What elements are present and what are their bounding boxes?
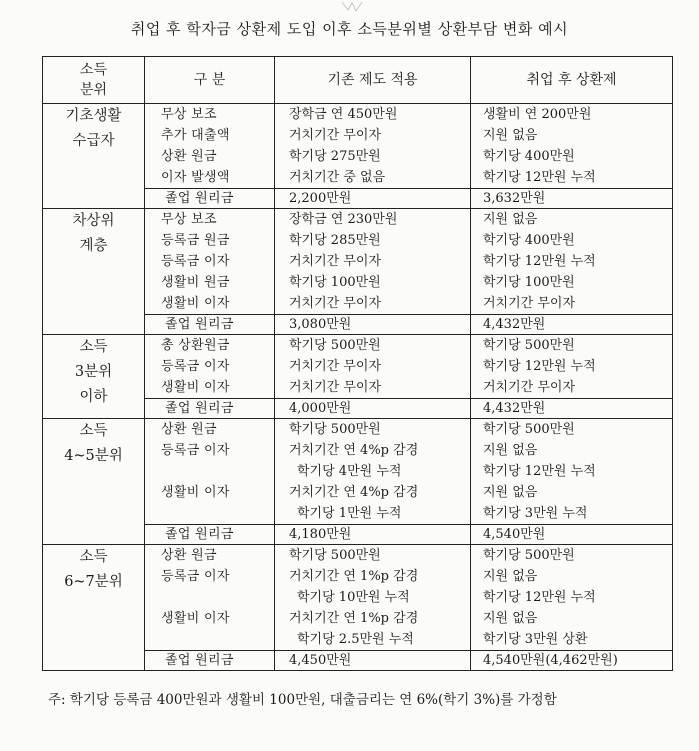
category-item: 생활비 이자 (161, 296, 230, 311)
existing-system-value: 거치기간 무이자 (289, 254, 382, 269)
income-bracket-label (43, 335, 145, 419)
existing-system-value: 거치기간 연 4%p 감경 (289, 485, 419, 500)
existing-system-value: 학기당 2.5만원 누적 (297, 632, 414, 647)
graduation-existing-total-cell (275, 189, 471, 209)
category-item: 상환 원금 (161, 149, 217, 164)
group-row (43, 209, 673, 315)
graduation-icl-total: 4,432만원 (483, 401, 546, 416)
graduation-label: 졸업 원리금 (165, 401, 234, 416)
category-item (145, 503, 274, 524)
graduation-label-cell (145, 189, 275, 209)
income-bracket-label-line: 소득 (79, 549, 108, 565)
icl-system-value: 학기당 3만원 상환 (483, 632, 588, 647)
icl-system-value-cell (471, 335, 673, 399)
income-bracket-label (43, 209, 145, 335)
group-row (43, 419, 673, 525)
income-bracket-label-line: 4~5분위 (64, 448, 123, 464)
header-bracket-line-1: 소득 (79, 62, 108, 78)
graduation-label-cell (145, 525, 275, 545)
category-item: 등록금 이자 (161, 254, 230, 269)
scan-mark-icon (338, 0, 368, 14)
existing-system-value-cell (275, 104, 471, 189)
icl-system-value: 학기당 500만원 (483, 422, 575, 437)
existing-system-value: 학기당 1만원 누적 (297, 506, 402, 521)
income-bracket-label (43, 104, 145, 209)
icl-system-value: 생활비 연 200만원 (483, 107, 592, 122)
graduation-icl-total: 4,540만원 (483, 527, 546, 542)
category-item-cell (145, 545, 275, 651)
icl-system-value-cell (471, 209, 673, 315)
category-item: 이자 발생액 (161, 170, 230, 185)
category-item: 상환 원금 (161, 548, 217, 563)
header-row (43, 57, 673, 104)
category-item-cell (145, 335, 275, 399)
category-item-cell (145, 209, 275, 315)
graduation-icl-total-cell (471, 315, 673, 335)
group-row (43, 335, 673, 399)
income-bracket-label (43, 545, 145, 671)
graduation-existing-total-cell (275, 315, 471, 335)
graduation-existing-total: 4,450만원 (289, 653, 352, 668)
graduation-label-cell (145, 399, 275, 419)
income-bracket-label-line: 3분위 (74, 364, 113, 380)
group-row (43, 104, 673, 189)
existing-system-value-cell (275, 335, 471, 399)
existing-system-value: 학기당 4만원 누적 (297, 464, 402, 479)
header-existing: 기존 제도 적용 (275, 57, 471, 104)
icl-system-value: 학기당 500만원 (483, 548, 575, 563)
category-item: 생활비 원금 (161, 275, 230, 290)
icl-system-value: 지원 없음 (483, 212, 538, 227)
icl-system-value: 학기당 400만원 (483, 149, 575, 164)
existing-system-value: 거치기간 연 4%p 감경 (289, 443, 419, 458)
icl-system-value: 학기당 12만원 누적 (483, 464, 596, 479)
graduation-icl-total-cell (471, 651, 673, 671)
existing-system-value: 거치기간 무이자 (289, 380, 382, 395)
existing-system-value: 학기당 275만원 (289, 149, 381, 164)
income-bracket-label-line: 차상위 (72, 213, 115, 229)
income-bracket-label-line: 기초생활 (65, 108, 122, 124)
existing-system-value-cell (275, 209, 471, 315)
existing-system-value: 학기당 285만원 (289, 233, 381, 248)
income-bracket-label-line: 수급자 (72, 133, 115, 149)
icl-system-value: 거치기간 무이자 (483, 380, 576, 395)
header-bracket (43, 57, 145, 104)
income-bracket-label-line: 이하 (79, 389, 108, 405)
income-bracket-label (43, 419, 145, 545)
graduation-label-cell (145, 651, 275, 671)
existing-system-value: 거치기간 연 1%p 감경 (289, 611, 419, 626)
income-bracket-label-line: 소득 (79, 339, 108, 355)
icl-system-value: 학기당 12만원 누적 (483, 254, 596, 269)
category-item (145, 629, 274, 650)
category-item (145, 461, 274, 482)
icl-system-value-cell (471, 545, 673, 651)
category-item: 추가 대출액 (161, 128, 230, 143)
income-bracket-label-line: 계층 (79, 238, 108, 254)
graduation-label-cell (145, 315, 275, 335)
repayment-comparison-table (42, 56, 673, 671)
graduation-icl-total-cell (471, 399, 673, 419)
category-item: 무상 보조 (161, 107, 217, 122)
icl-system-value: 학기당 400만원 (483, 233, 575, 248)
category-item: 등록금 원금 (161, 233, 230, 248)
graduation-existing-total: 4,000만원 (289, 401, 352, 416)
existing-system-value: 학기당 100만원 (289, 275, 381, 290)
icl-system-value: 학기당 12만원 누적 (483, 590, 596, 605)
icl-system-value: 지원 없음 (483, 611, 538, 626)
graduation-label: 졸업 원리금 (165, 653, 234, 668)
category-item: 생활비 이자 (161, 380, 230, 395)
icl-system-value: 학기당 3만원 누적 (483, 506, 588, 521)
category-item: 생활비 이자 (161, 485, 230, 500)
existing-system-value: 장학금 연 230만원 (289, 212, 398, 227)
icl-system-value: 지원 없음 (483, 128, 538, 143)
category-item: 무상 보조 (161, 212, 217, 227)
category-item: 등록금 이자 (161, 443, 230, 458)
icl-system-value-cell (471, 419, 673, 525)
header-icl: 취업 후 상환제 (471, 57, 673, 104)
existing-system-value-cell (275, 419, 471, 525)
category-item (145, 587, 274, 608)
existing-system-value: 학기당 500만원 (289, 422, 381, 437)
existing-system-value: 학기당 500만원 (289, 548, 381, 563)
existing-system-value: 거치기간 연 1%p 감경 (289, 569, 419, 584)
existing-system-value: 장학금 연 450만원 (289, 107, 398, 122)
header-bracket-line-2: 분위 (79, 82, 108, 98)
category-item-cell (145, 104, 275, 189)
category-item: 등록금 이자 (161, 569, 230, 584)
icl-system-value: 거치기간 무이자 (483, 296, 576, 311)
graduation-existing-total-cell (275, 651, 471, 671)
group-row (43, 545, 673, 651)
category-item: 생활비 이자 (161, 611, 230, 626)
income-bracket-label-line: 소득 (79, 423, 108, 439)
graduation-icl-total: 3,632만원 (483, 191, 546, 206)
document-title: 취업 후 학자금 상환제 도입 이후 소득분위별 상환부담 변화 예시 (130, 20, 569, 38)
existing-system-value: 거치기간 중 없음 (289, 170, 386, 185)
icl-system-value: 학기당 12만원 누적 (483, 359, 596, 374)
graduation-existing-total-cell (275, 525, 471, 545)
footnote: 주: 학기당 등록금 400만원과 생활비 100만원, 대출금리는 연 6%(학기 3%)를 가정함 (48, 692, 557, 708)
graduation-label: 졸업 원리금 (165, 191, 234, 206)
existing-system-value: 학기당 10만원 누적 (297, 590, 410, 605)
graduation-label: 졸업 원리금 (165, 527, 234, 542)
icl-system-value: 지원 없음 (483, 569, 538, 584)
category-item: 상환 원금 (161, 422, 217, 437)
existing-system-value: 거치기간 무이자 (289, 359, 382, 374)
header-category: 구 분 (145, 57, 275, 104)
graduation-icl-total-cell (471, 525, 673, 545)
icl-system-value: 학기당 500만원 (483, 338, 575, 353)
icl-system-value: 지원 없음 (483, 485, 538, 500)
graduation-existing-total: 4,180만원 (289, 527, 352, 542)
graduation-existing-total-cell (275, 399, 471, 419)
graduation-icl-total: 4,540만원(4,462만원) (483, 653, 618, 668)
existing-system-value-cell (275, 545, 471, 651)
graduation-existing-total: 3,080만원 (289, 317, 352, 332)
graduation-icl-total-cell (471, 189, 673, 209)
category-item-cell (145, 419, 275, 525)
category-item: 총 상환원금 (161, 338, 230, 353)
graduation-existing-total: 2,200만원 (289, 191, 352, 206)
graduation-icl-total: 4,432만원 (483, 317, 546, 332)
graduation-label: 졸업 원리금 (165, 317, 234, 332)
existing-system-value: 거치기간 무이자 (289, 296, 382, 311)
icl-system-value: 학기당 100만원 (483, 275, 575, 290)
icl-system-value: 지원 없음 (483, 443, 538, 458)
income-bracket-label-line: 6~7분위 (64, 574, 123, 590)
category-item: 등록금 이자 (161, 359, 230, 374)
existing-system-value: 거치기간 무이자 (289, 128, 382, 143)
existing-system-value: 학기당 500만원 (289, 338, 381, 353)
icl-system-value-cell (471, 104, 673, 189)
icl-system-value: 학기당 12만원 누적 (483, 170, 596, 185)
